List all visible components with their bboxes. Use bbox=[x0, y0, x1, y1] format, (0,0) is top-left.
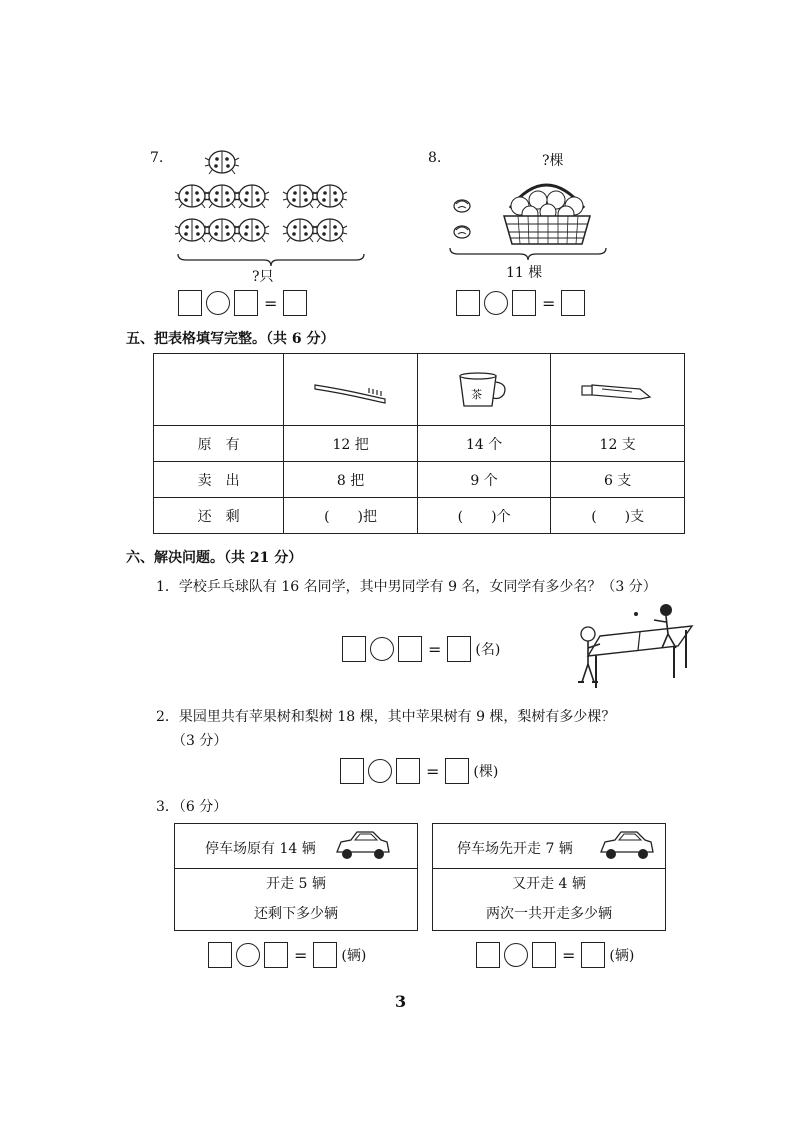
equals-sign: = bbox=[428, 639, 442, 659]
table-cell: 6 支 bbox=[551, 462, 685, 498]
answer-blank-cell[interactable]: ( )把 bbox=[284, 498, 418, 534]
table-row-original bbox=[154, 426, 685, 462]
q8-number: 8. bbox=[428, 150, 442, 166]
answer-blank-cell[interactable]: ( )支 bbox=[551, 498, 685, 534]
equals-sign: = bbox=[426, 761, 440, 781]
basket-cabbage-illustration bbox=[448, 168, 608, 248]
unit-label: (辆) bbox=[341, 948, 367, 964]
answer-box[interactable] bbox=[445, 758, 469, 784]
row-label: 原 有 bbox=[154, 426, 284, 462]
card-line: 开走 5 辆 bbox=[175, 868, 417, 899]
operator-circle[interactable] bbox=[236, 943, 260, 967]
q8-bottom-label: 11 棵 bbox=[506, 265, 543, 281]
toothpaste-icon bbox=[578, 375, 658, 405]
answer-box[interactable] bbox=[456, 290, 480, 316]
problem3-right-equation bbox=[476, 942, 634, 968]
unit-label: (棵) bbox=[473, 764, 499, 780]
ping-pong-illustration bbox=[566, 598, 696, 694]
fill-table bbox=[153, 353, 685, 534]
answer-box[interactable] bbox=[264, 942, 288, 968]
answer-box[interactable] bbox=[283, 290, 307, 316]
q7-number: 7. bbox=[150, 150, 164, 166]
table-cell: 12 支 bbox=[551, 426, 685, 462]
problem2-points: （3 分） bbox=[172, 733, 228, 749]
problem2-text: 2．果园里共有苹果树和梨树 18 棵，其中苹果树有 9 棵，梨树有多少棵？ bbox=[156, 709, 616, 725]
q7-question-label: ?只 bbox=[252, 269, 274, 285]
page-number: 3 bbox=[395, 992, 407, 1011]
operator-circle[interactable] bbox=[484, 291, 508, 315]
unit-label: (辆) bbox=[609, 948, 635, 964]
problem3-left-equation bbox=[208, 942, 366, 968]
card-question: 两次一共开走多少辆 bbox=[486, 906, 612, 922]
table-header-row bbox=[154, 354, 685, 426]
answer-box[interactable] bbox=[447, 636, 471, 662]
q8-top-label: ?棵 bbox=[542, 153, 564, 169]
table-cell: 8 把 bbox=[284, 462, 418, 498]
problem2-equation bbox=[340, 758, 498, 784]
car-icon bbox=[597, 828, 655, 864]
table-cell: 9 个 bbox=[417, 462, 550, 498]
equals-sign: = bbox=[542, 293, 556, 313]
section5-heading: 五、把表格填写完整。（共 6 分） bbox=[126, 331, 335, 347]
equals-sign: = bbox=[264, 293, 278, 313]
parking-card-left bbox=[174, 823, 418, 931]
ladybug-group-illustration bbox=[172, 148, 362, 258]
card-title: 停车场原有 14 辆 bbox=[205, 841, 316, 857]
answer-box[interactable] bbox=[581, 942, 605, 968]
problem3-text: 3．（6 分） bbox=[156, 799, 228, 815]
table-cell: 12 把 bbox=[284, 426, 418, 462]
equals-sign: = bbox=[294, 945, 308, 965]
table-cell: 14 个 bbox=[417, 426, 550, 462]
section6-heading: 六、解决问题。（共 21 分） bbox=[126, 550, 303, 566]
answer-box[interactable] bbox=[178, 290, 202, 316]
answer-box[interactable] bbox=[234, 290, 258, 316]
card-header bbox=[433, 824, 665, 868]
table-row-remain bbox=[154, 498, 685, 534]
answer-box[interactable] bbox=[532, 942, 556, 968]
table-row-sold bbox=[154, 462, 685, 498]
answer-box[interactable] bbox=[313, 942, 337, 968]
answer-blank-cell[interactable]: ( )个 bbox=[417, 498, 550, 534]
problem1-text: 1．学校乒乓球队有 16 名同学，其中男同学有 9 名，女同学有多少名？（3 分） bbox=[156, 579, 657, 595]
problem1-equation bbox=[342, 636, 500, 662]
table-corner-cell bbox=[154, 354, 284, 426]
cup-icon bbox=[454, 370, 514, 410]
row-label: 还 剩 bbox=[154, 498, 284, 534]
q8-equation bbox=[456, 290, 585, 316]
unit-label: (名) bbox=[475, 642, 501, 658]
answer-box[interactable] bbox=[512, 290, 536, 316]
table-cell bbox=[284, 354, 418, 426]
answer-box[interactable] bbox=[396, 758, 420, 784]
card-header bbox=[175, 824, 417, 868]
answer-box[interactable] bbox=[561, 290, 585, 316]
parking-card-right bbox=[432, 823, 666, 931]
cabbage-icon bbox=[454, 200, 470, 212]
operator-circle[interactable] bbox=[504, 943, 528, 967]
answer-box[interactable] bbox=[342, 636, 366, 662]
cup-character: 茶 bbox=[471, 387, 483, 401]
equals-sign: = bbox=[562, 945, 576, 965]
q8-brace bbox=[448, 246, 608, 262]
q7-equation bbox=[178, 290, 307, 316]
table-cell bbox=[551, 354, 685, 426]
card-question: 还剩下多少辆 bbox=[254, 906, 338, 922]
car-icon bbox=[333, 828, 391, 864]
card-line: 又开走 4 辆 bbox=[433, 868, 665, 899]
ladybug-icon bbox=[205, 151, 239, 174]
answer-box[interactable] bbox=[476, 942, 500, 968]
operator-circle[interactable] bbox=[206, 291, 230, 315]
operator-circle[interactable] bbox=[370, 637, 394, 661]
toothbrush-icon bbox=[311, 375, 391, 405]
answer-box[interactable] bbox=[340, 758, 364, 784]
row-label: 卖 出 bbox=[154, 462, 284, 498]
answer-box[interactable] bbox=[398, 636, 422, 662]
table-cell bbox=[417, 354, 550, 426]
card-title: 停车场先开走 7 辆 bbox=[457, 841, 573, 857]
operator-circle[interactable] bbox=[368, 759, 392, 783]
ball-icon bbox=[634, 612, 638, 616]
answer-box[interactable] bbox=[208, 942, 232, 968]
